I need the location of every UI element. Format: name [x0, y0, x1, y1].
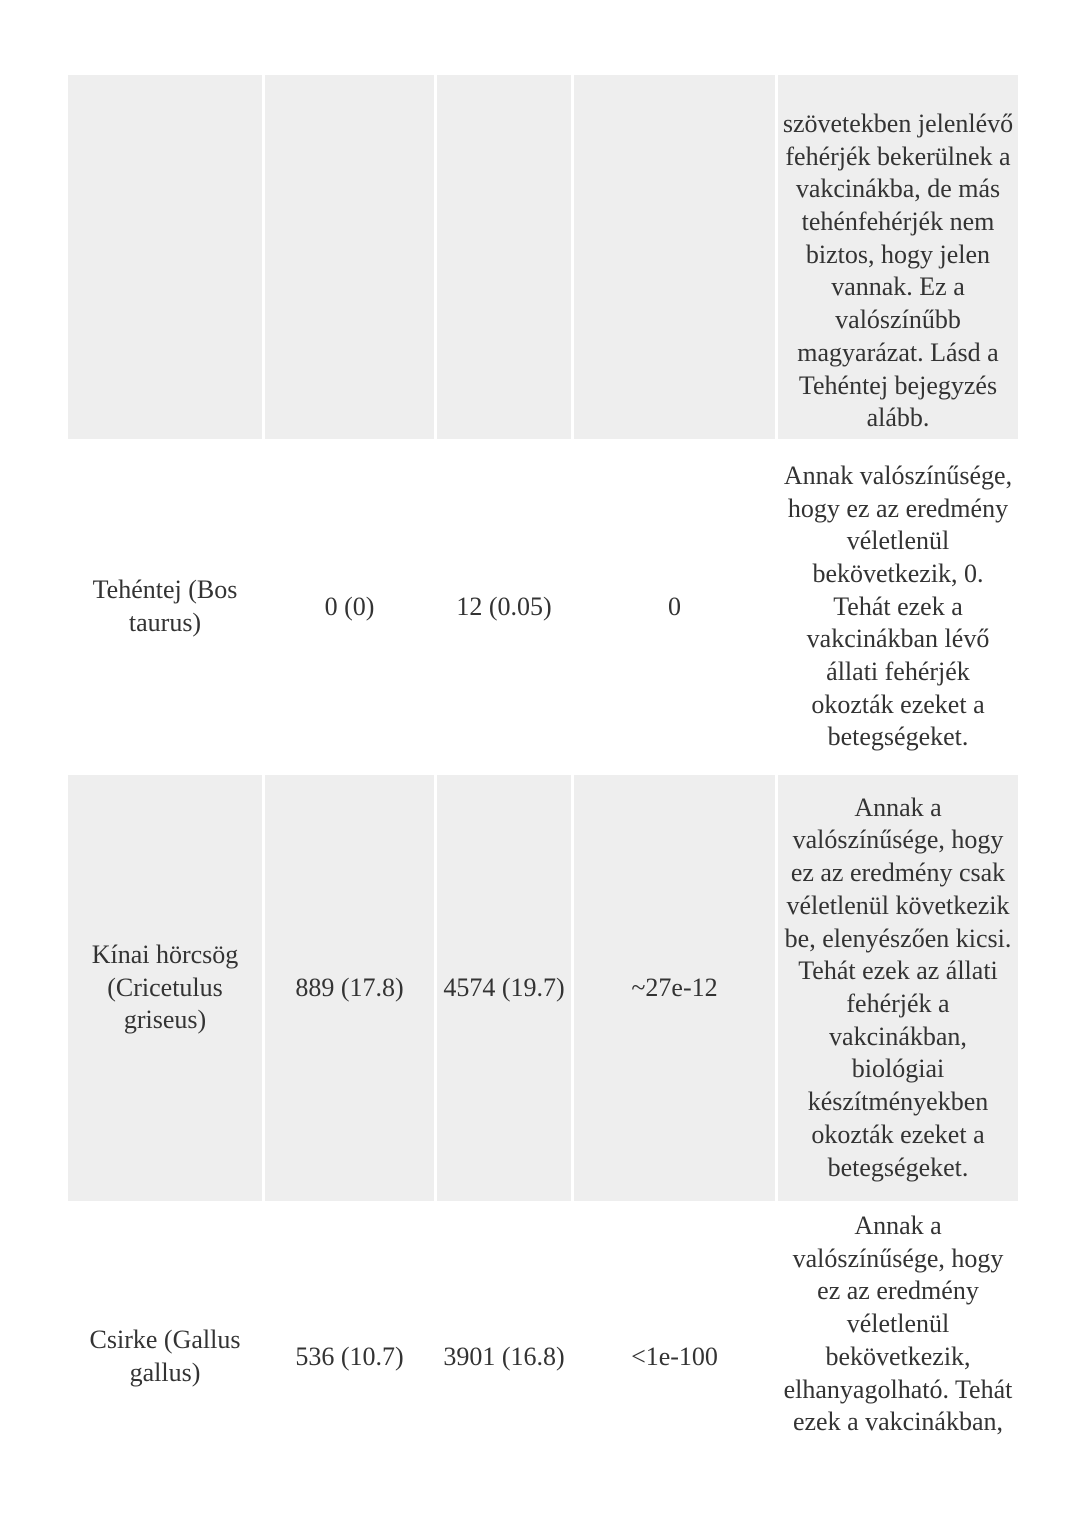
table-row	[68, 442, 1018, 775]
results-table	[68, 75, 1018, 1513]
species-cell: Tehéntej (Bos taurus)	[68, 442, 262, 775]
table-row	[68, 75, 1018, 442]
count-cell: 889 (17.8)	[262, 775, 434, 1204]
probability-cell: ~27e-12	[571, 775, 775, 1204]
note-cell: Annak a valószínűsége, hogy ez az eredmény csak véletlenül következik be, elenyészően kicsi. Tehát ezek az állati fehérjék a vakcinákban, biológiai készítményekben okozták ezeket a betegségeket.	[775, 775, 1018, 1204]
count-cell	[434, 75, 571, 442]
note-cell: Annak valószínűsége, hogy ez az eredmény véletlenül bekövetkezik, 0. Tehát ezek a vakcinákban lévő állati fehérjék okozták ezeket a betegségeket.	[775, 442, 1018, 775]
probability-cell: 0	[571, 442, 775, 775]
probability-cell	[571, 75, 775, 442]
count-cell	[262, 75, 434, 442]
count-cell: 0 (0)	[262, 442, 434, 775]
count-cell: 3901 (16.8)	[434, 1204, 571, 1513]
species-cell: Kínai hörcsög (Cricetulus griseus)	[68, 775, 262, 1204]
species-cell: Csirke (Gallus gallus)	[68, 1204, 262, 1513]
probability-cell: <1e-100	[571, 1204, 775, 1513]
species-cell	[68, 75, 262, 442]
note-cell: Annak a valószínűsége, hogy ez az eredmény véletlenül bekövetkezik, elhanyagolható. Tehát ezek a vakcinákban,	[775, 1204, 1018, 1513]
count-cell: 4574 (19.7)	[434, 775, 571, 1204]
count-cell: 536 (10.7)	[262, 1204, 434, 1513]
table-row	[68, 775, 1018, 1204]
note-cell: szövetekben jelenlévő fehérjék bekerülnek a vakcinákba, de más tehénfehérjék nem biztos, hogy jelen vannak. Ez a valószínűbb magyarázat. Lásd a Tehéntej bejegyzés alább.	[775, 75, 1018, 442]
table-row	[68, 1204, 1018, 1513]
count-cell: 12 (0.05)	[434, 442, 571, 775]
